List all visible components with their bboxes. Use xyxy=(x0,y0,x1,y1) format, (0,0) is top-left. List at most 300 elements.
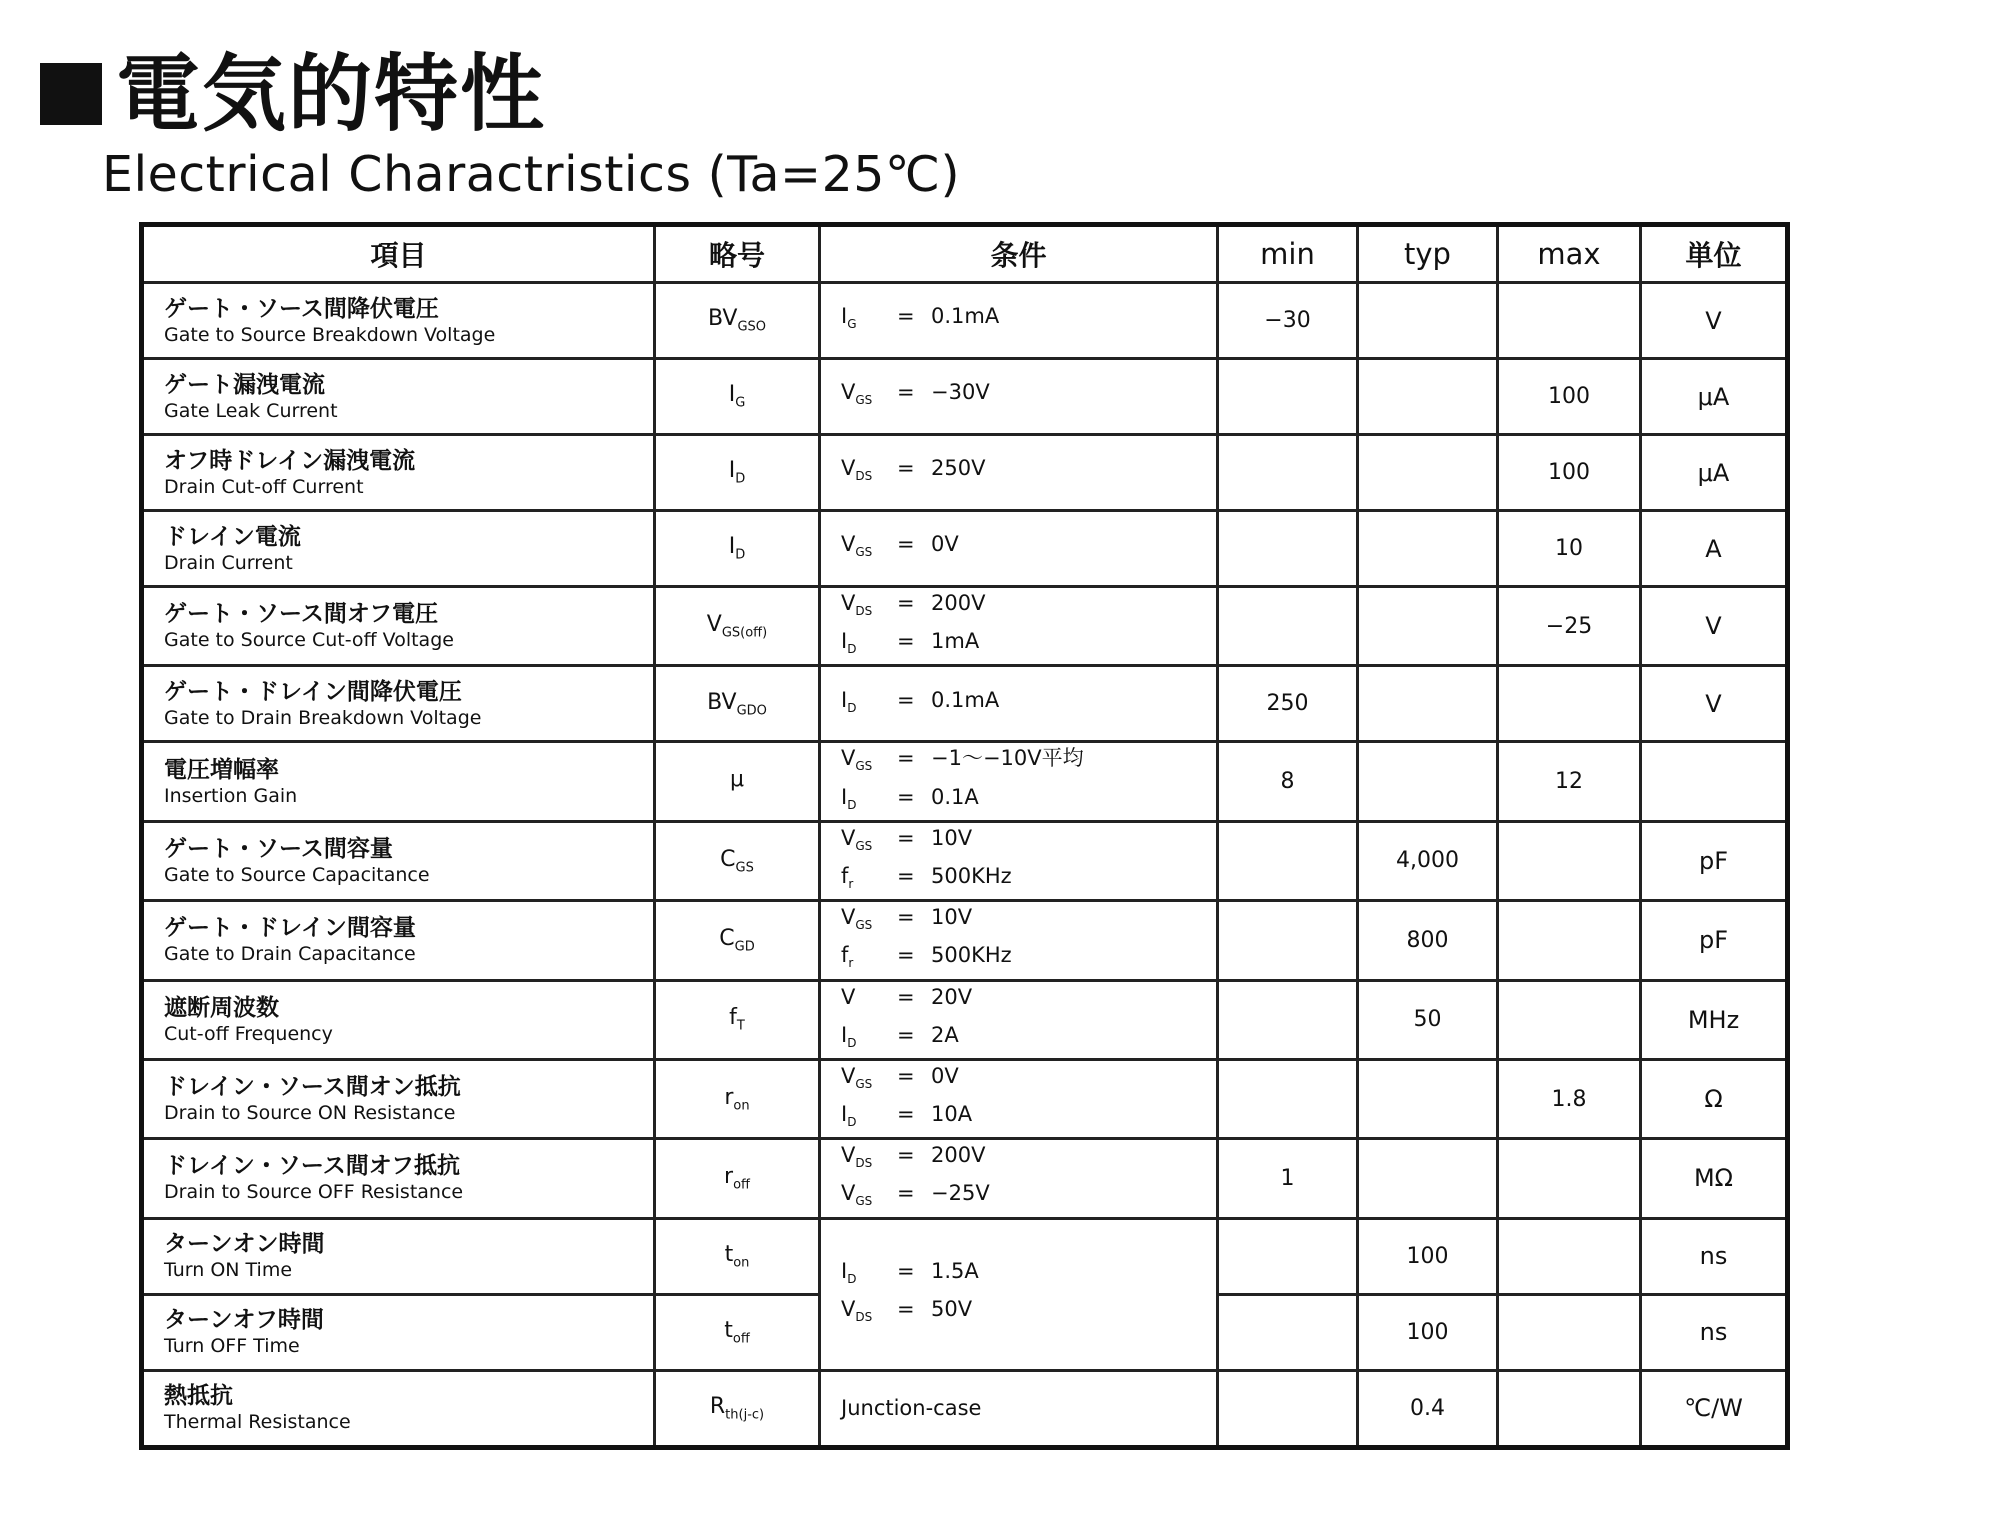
symbol-main: C xyxy=(720,846,736,872)
symbol-main: I xyxy=(728,458,736,484)
cell-typ xyxy=(1358,1059,1498,1138)
cell-max: 100 xyxy=(1498,359,1641,435)
table-row xyxy=(142,1059,1788,1138)
condition-line xyxy=(841,1061,1216,1099)
condition-param-subscript: GS xyxy=(855,759,873,774)
cell-condition xyxy=(820,283,1218,359)
condition-equals: = xyxy=(897,532,915,557)
cell-item xyxy=(142,666,655,742)
condition-value: 1.5A xyxy=(931,1258,979,1283)
item-name-jp: 電圧増幅率 xyxy=(164,756,279,783)
condition-param xyxy=(841,902,897,940)
condition-param-main: V xyxy=(841,532,856,557)
condition-param-subscript: r xyxy=(848,877,854,892)
cell-typ xyxy=(1358,666,1498,742)
condition-param-main: V xyxy=(841,1181,856,1206)
cell-condition xyxy=(820,359,1218,435)
condition-param-main: I xyxy=(841,629,848,654)
cell-condition xyxy=(820,901,1218,980)
item-name-en: Drain to Source ON Resistance xyxy=(164,1102,456,1125)
condition-value: 10V xyxy=(931,905,973,930)
condition-param xyxy=(841,377,897,415)
item-name-en: Drain to Source OFF Resistance xyxy=(164,1181,464,1204)
item-name-jp: 熱抵抗 xyxy=(164,1383,233,1410)
electrical-characteristics-table xyxy=(139,222,1790,1450)
cell-item xyxy=(142,435,655,511)
header-min: min xyxy=(1218,225,1358,283)
cell-max xyxy=(1498,980,1641,1059)
cell-min xyxy=(1218,901,1358,980)
condition-param-subscript: D xyxy=(847,797,857,812)
item-name-jp: ゲート・ドレイン間容量 xyxy=(164,915,416,942)
cell-min xyxy=(1218,435,1358,511)
condition-param xyxy=(841,743,897,781)
header-condition: 条件 xyxy=(820,225,1218,283)
item-name-jp: ドレイン・ソース間オフ抵抗 xyxy=(164,1153,461,1180)
condition-line xyxy=(841,861,1216,899)
condition-param-subscript: DS xyxy=(855,1310,873,1325)
cell-condition xyxy=(820,1059,1218,1138)
cell-symbol xyxy=(655,742,820,821)
cell-symbol xyxy=(655,283,820,359)
condition-equals: = xyxy=(897,1022,915,1047)
cell-symbol xyxy=(655,1218,820,1294)
cell-typ xyxy=(1358,511,1498,587)
cell-min xyxy=(1218,1370,1358,1447)
cell-min xyxy=(1218,1294,1358,1370)
table-row xyxy=(142,742,1788,821)
cell-item xyxy=(142,901,655,980)
condition-line xyxy=(841,1256,1216,1294)
symbol-main: t xyxy=(724,1317,733,1343)
condition-param xyxy=(841,940,897,978)
condition-param-subscript: GS xyxy=(855,545,873,560)
cell-condition xyxy=(820,1218,1218,1370)
cell-symbol xyxy=(655,1059,820,1138)
cell-min: 1 xyxy=(1218,1139,1358,1218)
condition-line xyxy=(841,823,1216,861)
cell-typ xyxy=(1358,359,1498,435)
item-name-jp: ゲート漏洩電流 xyxy=(164,371,325,398)
section-subtitle: Electrical Charactristics (Ta=25℃) xyxy=(102,146,961,203)
item-name-en: Turn OFF Time xyxy=(164,1335,300,1358)
condition-value: 0V xyxy=(931,532,959,557)
cell-unit: pF xyxy=(1641,901,1788,980)
condition-value: 200V xyxy=(931,1143,986,1168)
condition-param-subscript: GS xyxy=(855,1077,873,1092)
condition-param-main: V xyxy=(841,456,856,481)
symbol-subscript: th(j-c) xyxy=(725,1407,765,1423)
cell-condition xyxy=(820,666,1218,742)
cell-item xyxy=(142,1218,655,1294)
condition-equals: = xyxy=(897,825,915,850)
condition-param xyxy=(841,861,897,899)
cell-condition xyxy=(820,821,1218,900)
item-name-jp: ドレイン・ソース間オン抵抗 xyxy=(164,1074,461,1101)
header-typ: typ xyxy=(1358,225,1498,283)
item-name-jp: ゲート・ソース間オフ電圧 xyxy=(164,601,439,628)
cell-typ: 100 xyxy=(1358,1218,1498,1294)
cell-min xyxy=(1218,821,1358,900)
symbol-subscript: off xyxy=(733,1177,750,1193)
cell-unit: V xyxy=(1641,587,1788,666)
symbol-main: BV xyxy=(707,306,738,332)
condition-param xyxy=(841,685,897,723)
symbol-main: I xyxy=(728,382,736,408)
condition-param-subscript: r xyxy=(848,956,854,971)
condition-param-subscript: D xyxy=(847,1035,857,1050)
condition-param-main: V xyxy=(841,905,856,930)
condition-param xyxy=(841,529,897,567)
symbol-subscript: GSO xyxy=(737,319,767,335)
condition-param-main: V xyxy=(841,380,856,405)
condition-value: 1mA xyxy=(931,629,980,654)
cell-symbol xyxy=(655,359,820,435)
symbol-subscript: off xyxy=(732,1331,750,1347)
cell-min xyxy=(1218,587,1358,666)
table-row xyxy=(142,587,1788,666)
section-title-jp: 電気的特性 xyxy=(116,45,547,143)
cell-max xyxy=(1498,901,1641,980)
condition-param xyxy=(841,1178,897,1216)
condition-line xyxy=(841,782,1216,820)
table-row xyxy=(142,1370,1788,1447)
condition-param-main: V xyxy=(841,1297,856,1322)
condition-param xyxy=(841,626,897,664)
symbol-subscript: on xyxy=(733,1098,750,1114)
condition-value: 10A xyxy=(931,1102,973,1127)
cell-unit: A xyxy=(1641,511,1788,587)
item-name-jp: ゲート・ドレイン間降伏電圧 xyxy=(164,678,462,705)
condition-param-main: I xyxy=(841,687,848,712)
condition-value: 250V xyxy=(931,456,986,481)
cell-max xyxy=(1498,1370,1641,1447)
item-name-en: Gate to Source Breakdown Voltage xyxy=(164,323,496,346)
table-row xyxy=(142,435,1788,511)
table-header-row xyxy=(142,225,1788,283)
condition-value: 50V xyxy=(931,1297,973,1322)
cell-max: 1.8 xyxy=(1498,1059,1641,1138)
condition-equals: = xyxy=(897,380,915,405)
cell-item xyxy=(142,283,655,359)
item-name-en: Gate to Drain Capacitance xyxy=(164,943,416,966)
table-row xyxy=(142,821,1788,900)
condition-equals: = xyxy=(897,304,915,329)
cell-min xyxy=(1218,1218,1358,1294)
symbol-main: μ xyxy=(730,767,744,793)
cell-typ: 4,000 xyxy=(1358,821,1498,900)
header-item: 項目 xyxy=(142,225,655,283)
symbol-subscript: GS(off) xyxy=(721,625,768,641)
condition-value: 20V xyxy=(931,984,973,1009)
condition-equals: = xyxy=(897,1063,915,1088)
condition-param-main: f xyxy=(841,863,849,888)
condition-line xyxy=(841,453,1216,491)
cell-min: 250 xyxy=(1218,666,1358,742)
condition-value: −30V xyxy=(931,380,990,405)
item-name-en: Cut-off Frequency xyxy=(164,1022,333,1045)
condition-value: −25V xyxy=(931,1181,990,1206)
cell-min: 8 xyxy=(1218,742,1358,821)
table-row xyxy=(142,511,1788,587)
condition-param-subscript: GS xyxy=(855,838,873,853)
cell-max xyxy=(1498,666,1641,742)
cell-min xyxy=(1218,1059,1358,1138)
condition-line xyxy=(841,1393,1216,1423)
cell-symbol xyxy=(655,821,820,900)
cell-unit: ns xyxy=(1641,1294,1788,1370)
item-name-en: Drain Cut-off Current xyxy=(164,475,364,498)
condition-equals: = xyxy=(897,863,915,888)
cell-min xyxy=(1218,511,1358,587)
cell-symbol xyxy=(655,1370,820,1447)
cell-min: −30 xyxy=(1218,283,1358,359)
cell-item xyxy=(142,1370,655,1447)
symbol-subscript: on xyxy=(733,1255,750,1271)
cell-typ: 0.4 xyxy=(1358,1370,1498,1447)
condition-param-main: I xyxy=(841,784,848,809)
condition-param-main: V xyxy=(841,984,856,1009)
symbol-main: r xyxy=(724,1084,734,1110)
cell-max xyxy=(1498,1218,1641,1294)
cell-symbol xyxy=(655,901,820,980)
cell-condition xyxy=(820,587,1218,666)
cell-item xyxy=(142,1139,655,1218)
condition-param xyxy=(841,982,897,1020)
condition-line xyxy=(841,301,1216,339)
condition-param-main: V xyxy=(841,1063,856,1088)
condition-param-main: I xyxy=(841,304,848,329)
cell-min xyxy=(1218,359,1358,435)
condition-value: Junction-case xyxy=(841,1396,982,1421)
condition-line xyxy=(841,1140,1216,1178)
condition-line xyxy=(841,1020,1216,1058)
table-row xyxy=(142,980,1788,1059)
symbol-main: C xyxy=(719,926,735,952)
cell-max: 100 xyxy=(1498,435,1641,511)
condition-value: 500KHz xyxy=(931,863,1012,888)
cell-unit: μA xyxy=(1641,359,1788,435)
cell-item xyxy=(142,511,655,587)
table-row xyxy=(142,901,1788,980)
item-name-en: Turn ON Time xyxy=(164,1259,293,1282)
condition-line xyxy=(841,940,1216,978)
cell-typ xyxy=(1358,283,1498,359)
condition-equals: = xyxy=(897,905,915,930)
condition-value: 2A xyxy=(931,1022,959,1047)
condition-param-main: V xyxy=(841,1143,856,1168)
condition-param xyxy=(841,1140,897,1178)
item-name-jp: オフ時ドレイン漏洩電流 xyxy=(164,447,416,474)
item-name-en: Gate to Drain Breakdown Voltage xyxy=(164,706,482,729)
condition-param-main: I xyxy=(841,1022,848,1047)
item-name-jp: ゲート・ソース間降伏電圧 xyxy=(164,295,439,322)
condition-param-subscript: D xyxy=(847,1115,857,1130)
condition-value: 10V xyxy=(931,825,973,850)
cell-symbol xyxy=(655,980,820,1059)
cell-condition xyxy=(820,435,1218,511)
cell-symbol xyxy=(655,435,820,511)
cell-item xyxy=(142,587,655,666)
cell-typ xyxy=(1358,435,1498,511)
cell-min xyxy=(1218,980,1358,1059)
condition-param-main: V xyxy=(841,746,856,771)
item-name-en: Gate to Source Cut-off Voltage xyxy=(164,629,454,652)
condition-equals: = xyxy=(897,591,915,615)
condition-value: 200V xyxy=(931,591,986,615)
condition-equals: = xyxy=(897,943,915,968)
condition-param-subscript: D xyxy=(847,700,857,715)
condition-param-subscript: G xyxy=(847,317,857,332)
cell-max: 10 xyxy=(1498,511,1641,587)
condition-line xyxy=(841,1099,1216,1137)
item-name-jp: ターンオン時間 xyxy=(164,1231,325,1258)
cell-max xyxy=(1498,821,1641,900)
cell-max xyxy=(1498,1139,1641,1218)
cell-item xyxy=(142,359,655,435)
cell-max xyxy=(1498,1294,1641,1370)
cell-unit: MΩ xyxy=(1641,1139,1788,1218)
condition-equals: = xyxy=(897,1181,915,1206)
cell-item xyxy=(142,742,655,821)
condition-equals: = xyxy=(897,1102,915,1127)
condition-param xyxy=(841,1294,897,1332)
condition-equals: = xyxy=(897,746,915,771)
item-name-jp: ターンオフ時間 xyxy=(164,1307,324,1334)
table-row xyxy=(142,1139,1788,1218)
condition-param-subscript: GS xyxy=(855,393,873,408)
condition-value: 0.1mA xyxy=(931,304,1000,329)
symbol-subscript: G xyxy=(735,395,746,411)
condition-param-subscript: DS xyxy=(855,604,873,619)
black-square-icon xyxy=(40,63,102,125)
table-row xyxy=(142,359,1788,435)
cell-typ: 50 xyxy=(1358,980,1498,1059)
cell-unit: μA xyxy=(1641,435,1788,511)
cell-unit: MHz xyxy=(1641,980,1788,1059)
condition-param xyxy=(841,782,897,820)
condition-param xyxy=(841,1256,897,1294)
cell-item xyxy=(142,821,655,900)
cell-typ xyxy=(1358,587,1498,666)
cell-condition xyxy=(820,1370,1218,1447)
cell-item xyxy=(142,1059,655,1138)
condition-line xyxy=(841,743,1216,781)
condition-param-subscript: DS xyxy=(855,469,873,484)
condition-param xyxy=(841,301,897,339)
condition-param-main: I xyxy=(841,1102,848,1127)
condition-line xyxy=(841,588,1216,626)
cell-unit: pF xyxy=(1641,821,1788,900)
condition-line xyxy=(841,377,1216,415)
condition-param xyxy=(841,1061,897,1099)
cell-item xyxy=(142,980,655,1059)
condition-param-subscript: GS xyxy=(855,918,873,933)
cell-typ xyxy=(1358,742,1498,821)
condition-line xyxy=(841,1178,1216,1216)
cell-unit xyxy=(1641,742,1788,821)
symbol-main: V xyxy=(706,611,722,637)
condition-line xyxy=(841,1294,1216,1332)
symbol-subscript: D xyxy=(735,471,746,487)
condition-line xyxy=(841,626,1216,664)
condition-equals: = xyxy=(897,456,915,481)
table-row xyxy=(142,283,1788,359)
condition-param xyxy=(841,1099,897,1137)
condition-line xyxy=(841,982,1216,1020)
condition-value: 500KHz xyxy=(931,943,1012,968)
cell-unit: ℃/W xyxy=(1641,1370,1788,1447)
cell-unit: Ω xyxy=(1641,1059,1788,1138)
symbol-main: t xyxy=(724,1241,734,1267)
condition-param-main: f xyxy=(841,943,849,968)
cell-max: 12 xyxy=(1498,742,1641,821)
cell-typ xyxy=(1358,1139,1498,1218)
condition-param-subscript: DS xyxy=(855,1156,873,1171)
condition-value: 0V xyxy=(931,1063,959,1088)
symbol-main: R xyxy=(709,1393,726,1419)
cell-symbol xyxy=(655,587,820,666)
table-row xyxy=(142,1218,1788,1294)
cell-unit: V xyxy=(1641,666,1788,742)
condition-param xyxy=(841,823,897,861)
cell-symbol xyxy=(655,666,820,742)
condition-value: −1〜−10V平均 xyxy=(931,746,1084,771)
item-name-en: Thermal Resistance xyxy=(164,1411,351,1434)
condition-param-main: V xyxy=(841,591,856,615)
condition-equals: = xyxy=(897,1297,915,1322)
condition-value: 0.1A xyxy=(931,784,979,809)
condition-param-subscript: GS xyxy=(855,1194,873,1209)
condition-param-main: I xyxy=(841,1258,848,1283)
item-name-jp: 遮断周波数 xyxy=(164,994,279,1021)
condition-param-main: V xyxy=(841,825,856,850)
cell-symbol xyxy=(655,511,820,587)
symbol-subscript: T xyxy=(736,1018,745,1034)
symbol-main: f xyxy=(729,1005,737,1031)
cell-max xyxy=(1498,283,1641,359)
cell-condition xyxy=(820,511,1218,587)
symbol-subscript: GS xyxy=(735,860,754,876)
header-unit: 単位 xyxy=(1641,225,1788,283)
item-name-en: Drain Current xyxy=(164,551,293,574)
condition-param-subscript: D xyxy=(847,642,857,657)
section-title xyxy=(40,45,547,143)
condition-line xyxy=(841,685,1216,723)
condition-equals: = xyxy=(897,629,915,654)
condition-line xyxy=(841,529,1216,567)
table-row xyxy=(142,666,1788,742)
cell-symbol xyxy=(655,1139,820,1218)
symbol-subscript: GD xyxy=(734,939,755,955)
symbol-main: I xyxy=(728,534,736,560)
cell-typ: 100 xyxy=(1358,1294,1498,1370)
cell-item xyxy=(142,1294,655,1370)
condition-param xyxy=(841,453,897,491)
condition-value: 0.1mA xyxy=(931,687,1000,712)
condition-equals: = xyxy=(897,1258,915,1283)
condition-equals: = xyxy=(897,984,915,1009)
symbol-subscript: GDO xyxy=(736,703,767,719)
cell-max: −25 xyxy=(1498,587,1641,666)
symbol-main: BV xyxy=(707,689,737,715)
cell-symbol xyxy=(655,1294,820,1370)
condition-line xyxy=(841,902,1216,940)
cell-condition xyxy=(820,742,1218,821)
item-name-jp: ドレイン電流 xyxy=(164,523,301,550)
cell-condition xyxy=(820,980,1218,1059)
item-name-jp: ゲート・ソース間容量 xyxy=(164,835,393,862)
